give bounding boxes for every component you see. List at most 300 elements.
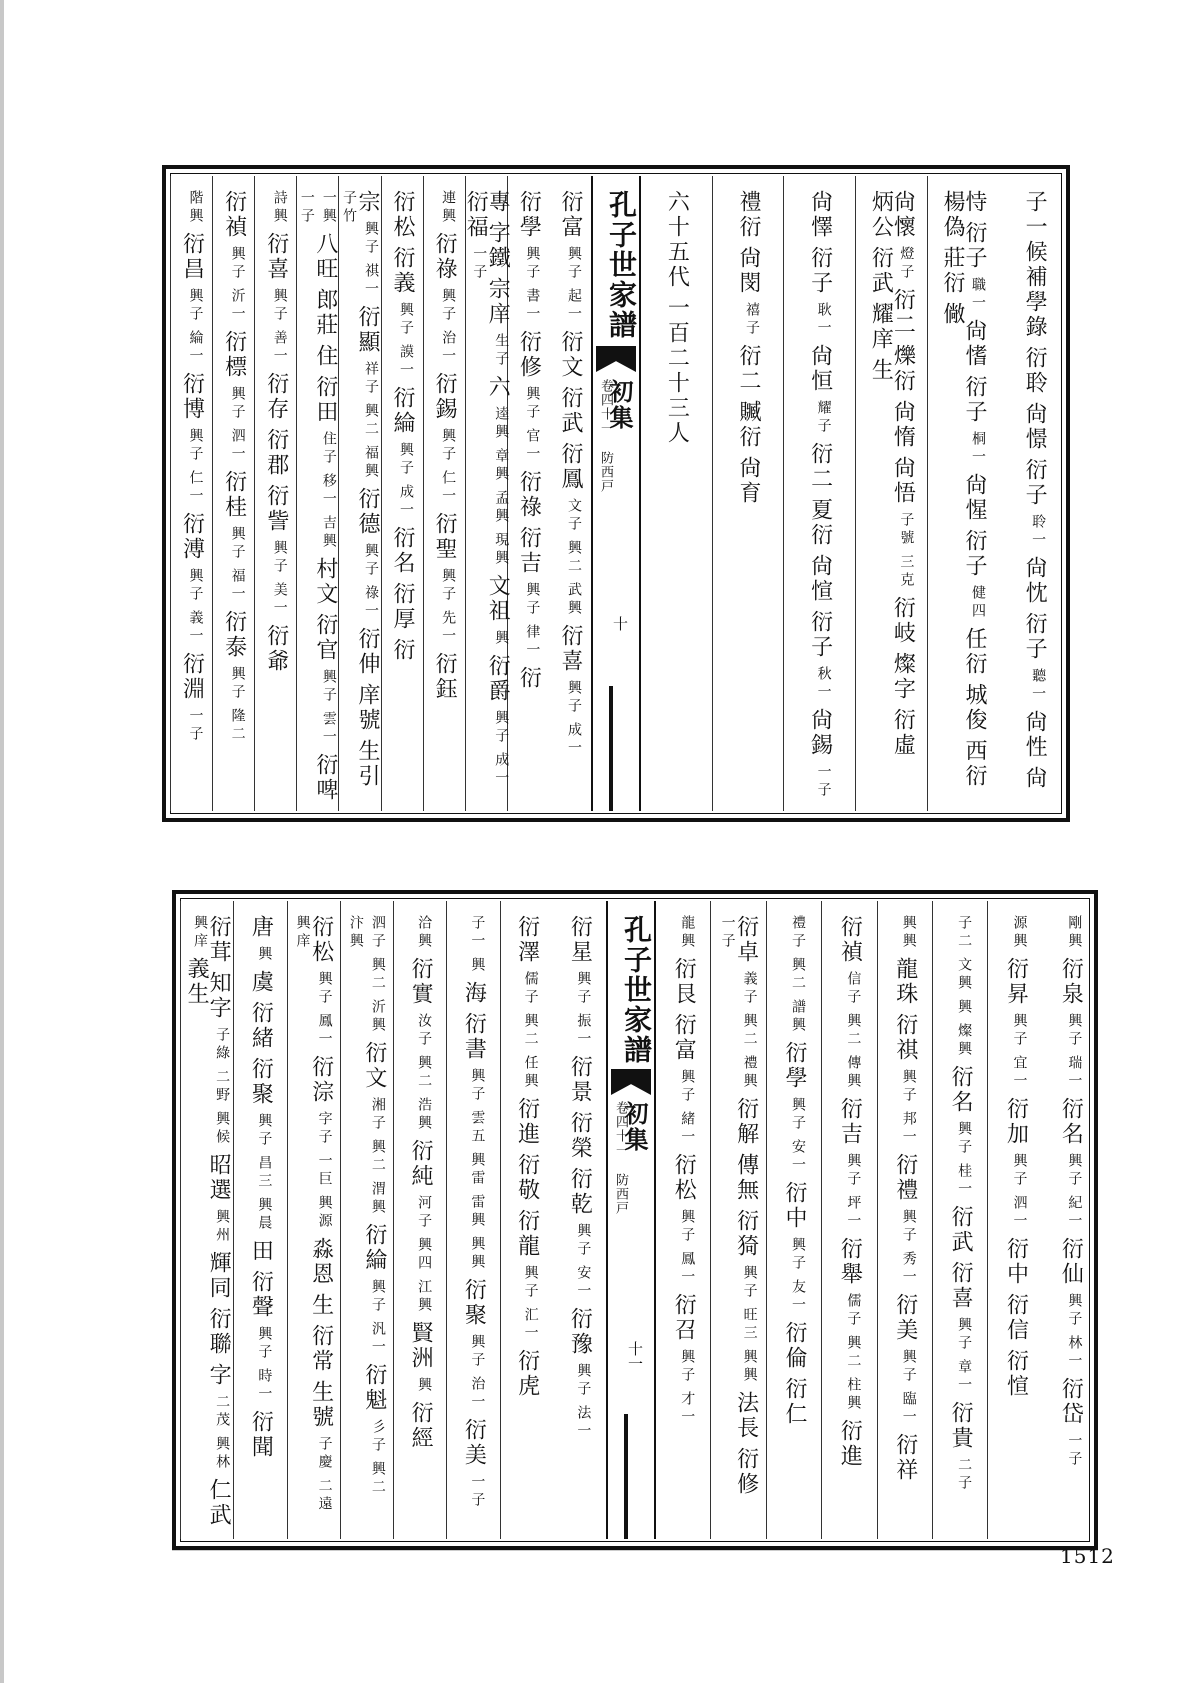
- column-segment: 衍美: [461, 1418, 487, 1468]
- column-segment: 剛興: [1066, 915, 1083, 951]
- column-segment: 一子: [469, 1474, 486, 1510]
- column-segment: 興子: [398, 302, 415, 338]
- column-segment: 衍魁: [361, 1363, 387, 1413]
- column-segment: 衍聚: [461, 1278, 487, 1328]
- column-segment: 沂興: [369, 999, 386, 1035]
- column-segment: 衍爺: [263, 624, 289, 674]
- column-segment: 一子: [719, 915, 736, 951]
- column-segment: 興雷: [469, 1152, 486, 1188]
- column-segment: 旺三: [741, 1307, 758, 1343]
- column-segment: 衍聆: [1022, 346, 1048, 396]
- column-segment: 坪一: [845, 1195, 862, 1231]
- column-segment: 專: [485, 190, 511, 215]
- column-segment: 二遠: [316, 1478, 333, 1514]
- column-segment: 興子: [524, 246, 541, 282]
- column-segment: 衍茸: [206, 915, 232, 965]
- column-segment: 文祖: [485, 574, 511, 624]
- column-segment: 昌三: [256, 1155, 273, 1191]
- column-segment: 衍二: [735, 344, 761, 394]
- genealogy-column: [549, 176, 591, 811]
- top-fishtail-mark: [596, 346, 636, 372]
- column-segment: 衍武: [557, 386, 583, 436]
- column-segment: 衍: [516, 666, 542, 691]
- column-segment: 尙懷: [890, 190, 916, 240]
- column-segment: 任興: [522, 1055, 539, 1091]
- column-segment: 生號: [308, 1380, 334, 1430]
- column-segment: 興: [416, 1377, 433, 1395]
- genealogy-column: [393, 901, 446, 1539]
- column-segment: 僘: [939, 302, 965, 327]
- top-center-rule: [609, 686, 613, 811]
- column-segment: 興子: [440, 288, 457, 324]
- column-segment: 興二: [362, 403, 379, 439]
- column-segment: 衍舉: [837, 1237, 863, 1287]
- column-segment: 興興: [900, 915, 917, 951]
- bottom-center-rule: [624, 1414, 628, 1539]
- column-segment: 住子: [320, 431, 337, 467]
- column-segment: 成一: [565, 722, 582, 758]
- column-segment: 八旺: [312, 232, 338, 282]
- column-segment: 衍禎: [837, 915, 863, 965]
- column-segment: 輝同: [206, 1251, 232, 1301]
- column-segment: 村文: [312, 557, 338, 607]
- genealogy-column: [446, 901, 499, 1539]
- column-segment: 尙憬: [1022, 402, 1048, 452]
- column-segment: 龍興: [679, 915, 696, 951]
- column-segment: 興子: [900, 1349, 917, 1385]
- column-segment: 衍進: [837, 1419, 863, 1469]
- column-segment: 興子: [524, 582, 541, 618]
- column-segment: 衍豫: [567, 1307, 593, 1357]
- column-segment: 尙懌: [807, 190, 833, 240]
- column-segment: 三克: [898, 554, 915, 590]
- column-segment: 興子: [440, 428, 457, 464]
- bottom-center-band: [606, 901, 656, 1539]
- column-segment: 衍富: [557, 190, 583, 240]
- column-segment: 柱興: [845, 1377, 862, 1413]
- column-segment: 儒子: [522, 971, 539, 1007]
- column-segment: 子一候補學錄: [1022, 190, 1048, 340]
- column-segment: 聆一: [1030, 514, 1047, 550]
- column-segment: 文興: [956, 957, 973, 993]
- column-segment: 興二: [369, 1461, 386, 1497]
- column-segment: 尙愃: [807, 554, 833, 604]
- column-segment: 林一: [1066, 1335, 1083, 1371]
- column-segment: 興: [469, 957, 486, 975]
- column-segment: 二子: [956, 1457, 973, 1493]
- column-segment: 緒一: [679, 1111, 696, 1147]
- column-segment: 興二: [565, 540, 582, 576]
- column-segment: 興二: [845, 1013, 862, 1049]
- column-segment: 興二: [522, 1013, 539, 1049]
- genealogy-column: [932, 901, 987, 1539]
- column-segment: 衍實: [408, 957, 434, 1007]
- column-segment: 禮子: [789, 915, 806, 951]
- genealogy-column: [296, 176, 338, 811]
- column-segment: 二茂: [214, 1394, 231, 1430]
- column-segment: 禮衍: [735, 190, 761, 240]
- genealogy-column: [712, 176, 784, 811]
- column-segment: 秀一: [900, 1251, 917, 1287]
- column-segment: 賢洲: [408, 1321, 434, 1371]
- column-segment: 興子: [398, 442, 415, 478]
- column-segment: 才一: [679, 1391, 696, 1427]
- column-segment: 衍溥: [179, 512, 205, 562]
- column-segment: 衍猗: [733, 1209, 759, 1259]
- column-segment: 興四: [416, 1237, 433, 1273]
- column-segment: 興晨: [256, 1197, 273, 1233]
- column-segment: 治一: [440, 330, 457, 366]
- column-segment: 衍綸: [390, 386, 416, 436]
- column-segment: 章一: [956, 1359, 973, 1395]
- column-segment: 衍澤: [514, 915, 540, 965]
- column-segment: 法一: [575, 1405, 592, 1441]
- column-segment: 生子: [493, 333, 510, 369]
- column-segment: 福一: [229, 568, 246, 604]
- column-segment: 衍聲: [248, 1270, 274, 1320]
- column-segment: 衍訾: [263, 484, 289, 534]
- column-segment: 法長: [733, 1391, 759, 1441]
- column-segment: 字鐵: [485, 221, 511, 271]
- column-segment: 六: [485, 375, 511, 400]
- column-segment: 衍龍: [514, 1209, 540, 1259]
- column-segment: 興子: [522, 1265, 539, 1301]
- column-segment: 衍二: [890, 288, 916, 338]
- column-segment: 衍召: [671, 1293, 697, 1343]
- column-segment: 知字: [206, 971, 232, 1021]
- genealogy-column: [423, 176, 465, 811]
- column-segment: 衍聚: [248, 1057, 274, 1107]
- scan-edge: [0, 0, 4, 1683]
- column-segment: 興子: [316, 971, 333, 1007]
- column-segment: 移一: [320, 473, 337, 509]
- column-segment: 衍修: [516, 330, 542, 380]
- column-segment: 衍吉: [837, 1097, 863, 1147]
- genealogy-column: [212, 176, 254, 811]
- genealogy-column: [987, 901, 1042, 1539]
- column-segment: 衍子: [961, 375, 987, 425]
- column-segment: 章興: [493, 448, 510, 484]
- column-segment: 興庠: [192, 915, 209, 951]
- column-segment: 衍子: [961, 221, 987, 271]
- column-segment: 興子: [440, 568, 457, 604]
- column-segment: 禧子: [743, 302, 760, 338]
- column-segment: 淼恩: [308, 1237, 334, 1287]
- column-segment: 時一: [256, 1368, 273, 1404]
- column-segment: 儒子: [845, 1293, 862, 1329]
- column-segment: 治一: [469, 1376, 486, 1412]
- column-segment: 子慶: [316, 1436, 333, 1472]
- column-segment: 泗子: [369, 915, 386, 951]
- column-segment: 衍名: [948, 1065, 974, 1115]
- column-segment: 西衍: [961, 739, 987, 789]
- column-segment: 浩興: [416, 1097, 433, 1133]
- genealogy-column: [783, 176, 855, 811]
- column-segment: 衍常: [308, 1324, 334, 1374]
- column-segment: 衍聞: [248, 1410, 274, 1460]
- column-segment: 衍鳳: [557, 442, 583, 492]
- column-segment: 衍錫: [432, 372, 458, 422]
- bottom-center-title: 孔子世家譜: [620, 915, 653, 1065]
- column-segment: 詩興: [271, 190, 288, 226]
- column-segment: 炳公: [868, 190, 894, 240]
- column-segment: 子號: [898, 512, 915, 548]
- column-segment: 衍標: [221, 330, 247, 380]
- column-segment: 唐: [248, 915, 274, 940]
- column-segment: 衍祥: [892, 1433, 918, 1483]
- column-segment: 衍聯: [206, 1307, 232, 1357]
- column-segment: 階興: [187, 190, 204, 226]
- column-segment: 興子: [362, 543, 379, 579]
- column-segment: 六十五代: [664, 190, 690, 290]
- column-segment: 興: [493, 630, 510, 648]
- column-segment: 興子: [1066, 1013, 1083, 1049]
- column-segment: 衍郡: [263, 428, 289, 478]
- column-segment: 桐一: [969, 431, 986, 467]
- column-segment: 海: [461, 981, 487, 1006]
- column-segment: 尙惰: [890, 400, 916, 450]
- column-segment: 興二: [369, 957, 386, 993]
- column-segment: 書一: [524, 288, 541, 324]
- column-segment: 興子: [187, 428, 204, 464]
- column-segment: 衍松: [390, 190, 416, 240]
- column-segment: 友一: [789, 1279, 806, 1315]
- bottom-center-volume: 卷四十一 防西戸: [613, 1101, 628, 1215]
- column-segment: 湘子: [369, 1097, 386, 1133]
- column-segment: 紀一: [1066, 1195, 1083, 1231]
- column-segment: 興子: [900, 1069, 917, 1105]
- column-segment: 衍修: [733, 1447, 759, 1497]
- column-segment: 起一: [565, 288, 582, 324]
- column-segment: 衍: [390, 638, 416, 663]
- column-segment: 衍愃: [1003, 1349, 1029, 1399]
- column-segment: 衍星: [567, 915, 593, 965]
- column-segment: 興子: [575, 971, 592, 1007]
- column-segment: 衍艮: [671, 957, 697, 1007]
- column-segment: 興子: [679, 1069, 696, 1105]
- column-segment: 興: [256, 946, 273, 964]
- column-segment: 生: [308, 1293, 334, 1318]
- genealogy-column: [1043, 901, 1098, 1539]
- column-segment: 仁一: [187, 470, 204, 506]
- column-segment: 興子: [565, 680, 582, 716]
- column-segment: 傳無: [733, 1153, 759, 1203]
- column-segment: 興子: [575, 1223, 592, 1259]
- column-segment: 安一: [575, 1265, 592, 1301]
- column-segment: 興子: [1066, 1153, 1083, 1189]
- column-segment: 祿一: [362, 585, 379, 621]
- column-segment: 信子: [845, 971, 862, 1007]
- column-segment: 衍官: [312, 613, 338, 663]
- genealogy-column: [640, 176, 712, 811]
- column-segment: 衍淵: [179, 652, 205, 702]
- column-segment: 臨一: [900, 1391, 917, 1427]
- column-segment: 興子: [493, 710, 510, 746]
- column-segment: 興子: [362, 221, 379, 257]
- column-segment: 衍書: [461, 1012, 487, 1062]
- column-segment: 源興: [1011, 915, 1028, 951]
- column-segment: 子二: [956, 915, 973, 951]
- column-segment: 燦興: [956, 1023, 973, 1059]
- column-segment: 一百二十三人: [664, 296, 690, 446]
- column-segment: 衍經: [408, 1401, 434, 1451]
- column-segment: 興興: [741, 1349, 758, 1385]
- column-segment: 子竹: [340, 190, 357, 226]
- column-segment: 衍吉: [516, 526, 542, 576]
- column-segment: 衍虎: [514, 1349, 540, 1399]
- column-segment: 成一: [493, 752, 510, 788]
- column-segment: 尙性: [1022, 710, 1048, 760]
- column-segment: 衍泰: [221, 610, 247, 660]
- column-segment: 衍聖: [432, 512, 458, 562]
- column-segment: 衍倫: [781, 1321, 807, 1371]
- column-segment: 聽一: [1030, 668, 1047, 704]
- column-segment: 衍桂: [221, 470, 247, 520]
- column-segment: 興子: [789, 1097, 806, 1133]
- column-segment: 衍子: [807, 246, 833, 296]
- column-segment: 衍敬: [514, 1153, 540, 1203]
- column-segment: 生引: [354, 739, 380, 789]
- column-segment: 爍衍: [890, 344, 916, 394]
- bottom-footer-rule: [172, 1550, 1098, 1551]
- column-segment: 興二: [741, 1013, 758, 1049]
- column-segment: 興興: [469, 1236, 486, 1272]
- column-segment: 衍昇: [1003, 957, 1029, 1007]
- column-segment: 衍顯: [354, 305, 380, 355]
- top-center-page: 十: [611, 616, 629, 631]
- column-segment: 衍喜: [263, 232, 289, 282]
- column-segment: 一子: [815, 764, 832, 800]
- column-segment: 衍仁: [781, 1377, 807, 1427]
- column-segment: 興子: [679, 1209, 696, 1245]
- column-segment: 楊偽: [939, 190, 965, 240]
- column-segment: 興子: [256, 1113, 273, 1149]
- bottom-page-frame: [172, 890, 1098, 1550]
- column-segment: 衍子: [961, 529, 987, 579]
- column-segment: 衍義: [390, 246, 416, 296]
- genealogy-column: [463, 176, 511, 811]
- column-segment: 興子: [187, 288, 204, 324]
- column-segment: 庠號: [354, 683, 380, 733]
- column-segment: 興子: [575, 1363, 592, 1399]
- column-segment: 衍昌: [179, 232, 205, 282]
- column-segment: 衍乾: [567, 1167, 593, 1217]
- column-segment: 衍子: [1022, 458, 1048, 508]
- column-segment: 興子: [741, 1265, 758, 1301]
- column-segment: 桂一: [956, 1163, 973, 1199]
- column-segment: 贓衍: [735, 400, 761, 450]
- column-segment: 衍二: [807, 442, 833, 492]
- column-segment: 尙錫: [807, 708, 833, 758]
- bottom-center-page: 十一: [626, 1341, 644, 1371]
- column-segment: 興子: [229, 246, 246, 282]
- genealogy-column: [287, 901, 340, 1539]
- column-segment: 虞: [248, 970, 274, 995]
- genealogy-column: [340, 901, 393, 1539]
- column-segment: 汝子: [416, 1013, 433, 1049]
- column-segment: 興子: [679, 1349, 696, 1385]
- column-segment: 興子: [369, 1279, 386, 1315]
- column-segment: 昭選: [206, 1153, 232, 1203]
- column-segment: 興子: [469, 1068, 486, 1104]
- column-segment: 衍爵: [485, 654, 511, 704]
- column-segment: 尙閔: [735, 246, 761, 296]
- bottom-fishtail-mark: [611, 1069, 651, 1095]
- genealogy-column: [500, 901, 553, 1539]
- column-segment: 鳳一: [679, 1251, 696, 1287]
- column-segment: 興子: [229, 666, 246, 702]
- column-segment: 衍子: [807, 610, 833, 660]
- column-segment: 恃: [961, 190, 987, 215]
- bottom-center-subtitle: 初集: [620, 1101, 649, 1153]
- column-segment: 二野: [214, 1069, 231, 1105]
- column-segment: 宗庠: [485, 277, 511, 327]
- column-segment: 興州: [214, 1209, 231, 1245]
- genealogy-column: [381, 176, 423, 811]
- column-segment: 衍學: [516, 190, 542, 240]
- column-segment: 仁武: [206, 1478, 232, 1528]
- column-segment: 瑞一: [1066, 1055, 1083, 1091]
- column-segment: 興子: [1066, 1293, 1083, 1329]
- column-segment: 衍松: [671, 1153, 697, 1203]
- top-center-volume: 卷四十一 防西戸: [598, 379, 613, 493]
- genealogy-column: [855, 176, 927, 811]
- column-segment: 衍松: [308, 915, 334, 965]
- column-segment: 城俊: [961, 683, 987, 733]
- column-segment: 衍虛: [890, 708, 916, 758]
- column-segment: 吉興: [320, 515, 337, 551]
- column-segment: 衍厚: [390, 582, 416, 632]
- column-segment: 洽興: [416, 915, 433, 951]
- column-segment: 衍田: [312, 375, 338, 425]
- column-segment: 興候: [214, 1111, 231, 1147]
- column-segment: 興子: [469, 1334, 486, 1370]
- column-segment: 興子: [229, 526, 246, 562]
- column-segment: 字子: [316, 1111, 333, 1147]
- column-segment: 義子: [741, 971, 758, 1007]
- column-segment: 衍解: [733, 1097, 759, 1147]
- column-segment: 一子: [471, 246, 488, 282]
- column-segment: 衍中: [1003, 1237, 1029, 1287]
- page-number: 1512: [1060, 1544, 1115, 1568]
- column-segment: 沂一: [229, 288, 246, 324]
- column-segment: 尙忱: [1022, 556, 1048, 606]
- column-segment: 衍景: [567, 1055, 593, 1105]
- column-segment: 衍緒: [248, 1001, 274, 1051]
- column-segment: 仁一: [440, 470, 457, 506]
- column-segment: 衍禮: [892, 1153, 918, 1203]
- column-segment: 燦字: [890, 652, 916, 702]
- column-segment: 住: [312, 344, 338, 369]
- genealogy-column: [877, 901, 932, 1539]
- column-segment: 先一: [440, 610, 457, 646]
- column-segment: 衍福: [463, 190, 489, 240]
- column-segment: 衍子: [1022, 612, 1048, 662]
- column-segment: 美一: [271, 582, 288, 618]
- genealogy-column: [233, 901, 286, 1539]
- column-segment: 綸一: [187, 330, 204, 366]
- column-segment: 衍富: [671, 1013, 697, 1063]
- column-segment: 興: [956, 999, 973, 1017]
- column-segment: 江興: [416, 1279, 433, 1315]
- column-segment: 衍文: [361, 1041, 387, 1091]
- top-center-band: [591, 176, 641, 811]
- column-segment: 字: [206, 1363, 232, 1388]
- column-segment: 一巨: [316, 1153, 333, 1189]
- column-segment: 衍伸: [354, 627, 380, 677]
- column-segment: 雲五: [469, 1110, 486, 1146]
- column-segment: 義生: [184, 957, 210, 1007]
